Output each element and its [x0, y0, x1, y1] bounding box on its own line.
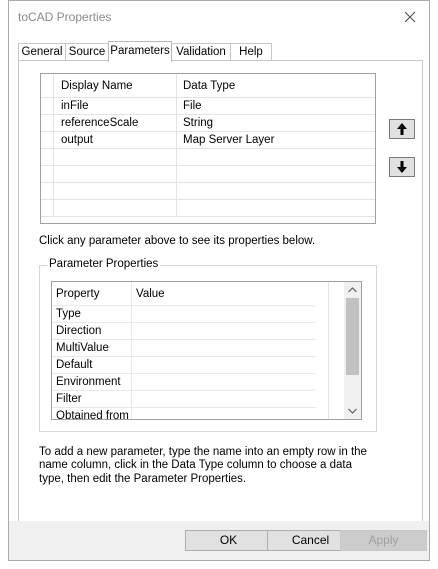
apply-button[interactable]: Apply — [340, 530, 427, 551]
table-row[interactable] — [41, 98, 375, 115]
param-type-cell[interactable]: String — [183, 117, 214, 129]
list-item[interactable]: Direction — [52, 323, 316, 340]
ok-button[interactable]: OK — [185, 530, 272, 551]
empty-row[interactable] — [41, 149, 375, 166]
chevron-down-icon — [348, 408, 357, 414]
cancel-button[interactable]: Cancel — [267, 530, 354, 551]
properties-scrollbar[interactable] — [344, 282, 361, 419]
properties-header — [52, 282, 316, 306]
arrow-down-icon — [396, 160, 408, 174]
close-icon — [404, 11, 416, 23]
param-name-cell[interactable]: inFile — [61, 98, 177, 114]
param-name-cell[interactable]: referenceScale — [61, 115, 177, 131]
list-item[interactable]: Environment — [52, 374, 316, 391]
instructions-text: To add a new parameter, type the name into an empty row in the name column, click in the Data Type column to choose a data type, then edit the Parameter Properties. — [39, 446, 367, 485]
grid-header — [41, 74, 375, 98]
table-row[interactable] — [41, 132, 375, 149]
group-title: Parameter Properties — [49, 258, 159, 270]
button-bar — [9, 521, 429, 560]
arrow-up-icon — [396, 122, 408, 136]
column-header-value[interactable]: Value — [136, 288, 165, 300]
properties-dialog — [8, 0, 430, 561]
empty-row[interactable] — [41, 183, 375, 200]
list-item[interactable]: Filter — [52, 391, 316, 408]
close-button[interactable] — [397, 5, 423, 29]
column-header-data-type[interactable]: Data Type — [183, 80, 236, 92]
param-name-cell[interactable]: output — [61, 132, 177, 148]
table-row[interactable] — [41, 115, 375, 132]
tab-source[interactable]: Source — [65, 43, 109, 61]
parameters-grid[interactable] — [40, 73, 376, 224]
tab-general[interactable]: General — [18, 43, 66, 61]
param-type-cell[interactable]: Map Server Layer — [183, 134, 275, 146]
tab-parameters[interactable]: Parameters — [108, 41, 172, 62]
title-bar — [9, 1, 429, 33]
chevron-up-icon — [348, 287, 357, 293]
move-down-button[interactable] — [389, 157, 415, 177]
hint-text: Click any parameter above to see its properties below. — [39, 235, 316, 247]
scroll-up-button[interactable] — [344, 282, 361, 298]
parameters-panel — [18, 60, 423, 522]
column-header-property[interactable]: Property — [56, 282, 132, 305]
tab-validation[interactable]: Validation — [171, 43, 231, 61]
list-item[interactable]: Type — [52, 306, 316, 323]
parameter-properties-group — [39, 258, 377, 432]
tab-help[interactable]: Help — [230, 43, 272, 61]
scroll-down-button[interactable] — [344, 403, 361, 419]
move-up-button[interactable] — [389, 119, 415, 139]
list-item[interactable]: Obtained from — [52, 408, 316, 420]
list-item[interactable]: Default — [52, 357, 316, 374]
list-item[interactable]: MultiValue — [52, 340, 316, 357]
column-header-display-name[interactable]: Display Name — [61, 74, 177, 97]
properties-grid[interactable] — [51, 281, 362, 420]
empty-row[interactable] — [41, 166, 375, 183]
scroll-thumb[interactable] — [346, 298, 359, 375]
empty-row[interactable] — [41, 200, 375, 217]
param-type-cell[interactable]: File — [183, 100, 202, 112]
window-title: toCAD Properties — [18, 10, 112, 24]
